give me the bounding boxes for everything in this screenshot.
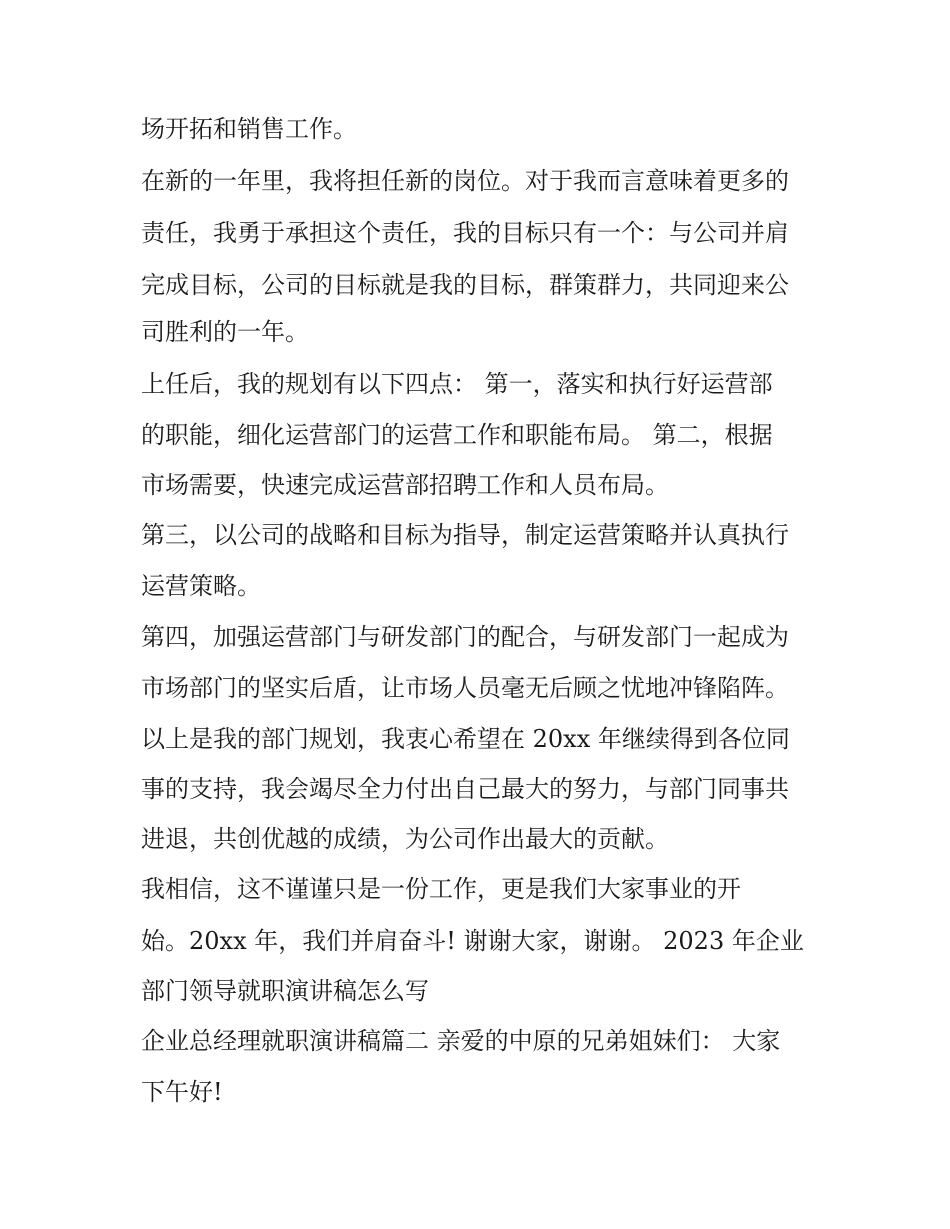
text-line: 我相信，这不谨谨只是一份工作，更是我们大家事业的开 <box>141 875 741 903</box>
text-line: 始。20xx 年，我们并肩奋斗! 谢谢大家，谢谢。 2023 年企业 <box>141 927 804 955</box>
text-line: 完成目标，公司的目标就是我的目标，群策群力，共同迎来公 <box>141 271 789 299</box>
text-line: 的职能，细化运营部门的运营工作和职能布局。 第二，根据 <box>141 421 773 449</box>
text-line: 在新的一年里，我将担任新的岗位。对于我而言意味着更多的 <box>141 167 789 195</box>
text-line: 部门领导就职演讲稿怎么写 <box>141 977 429 1005</box>
text-line: 以上是我的部门规划，我衷心希望在 20xx 年继续得到各位同 <box>141 725 790 753</box>
text-line: 市场需要，快速完成运营部招聘工作和人员布局。 <box>141 471 669 499</box>
text-line: 责任，我勇于承担这个责任，我的目标只有一个：与公司并肩 <box>141 219 789 247</box>
text-line: 企业总经理就职演讲稿篇二 亲爱的中原的兄弟姐妹们： 大家 <box>141 1027 781 1055</box>
text-line: 司胜利的一年。 <box>141 318 309 346</box>
text-line: 第三，以公司的战略和目标为指导，制定运营策略并认真执行 <box>141 521 789 549</box>
text-line: 运营策略。 <box>141 572 261 600</box>
text-line: 下午好! <box>141 1078 223 1106</box>
text-line: 第四，加强运营部门与研发部门的配合，与研发部门一起成为 <box>141 623 789 651</box>
text-line: 进退，共创优越的成绩，为公司作出最大的贡献。 <box>141 825 669 853</box>
text-line: 上任后，我的规划有以下四点： 第一，落实和执行好运营部 <box>141 370 773 398</box>
text-line: 事的支持，我会竭尽全力付出自己最大的努力，与部门同事共 <box>141 775 789 803</box>
text-line: 场开拓和销售工作。 <box>141 115 357 143</box>
text-line: 市场部门的坚实后盾，让市场人员毫无后顾之忧地冲锋陷阵。 <box>141 674 789 702</box>
